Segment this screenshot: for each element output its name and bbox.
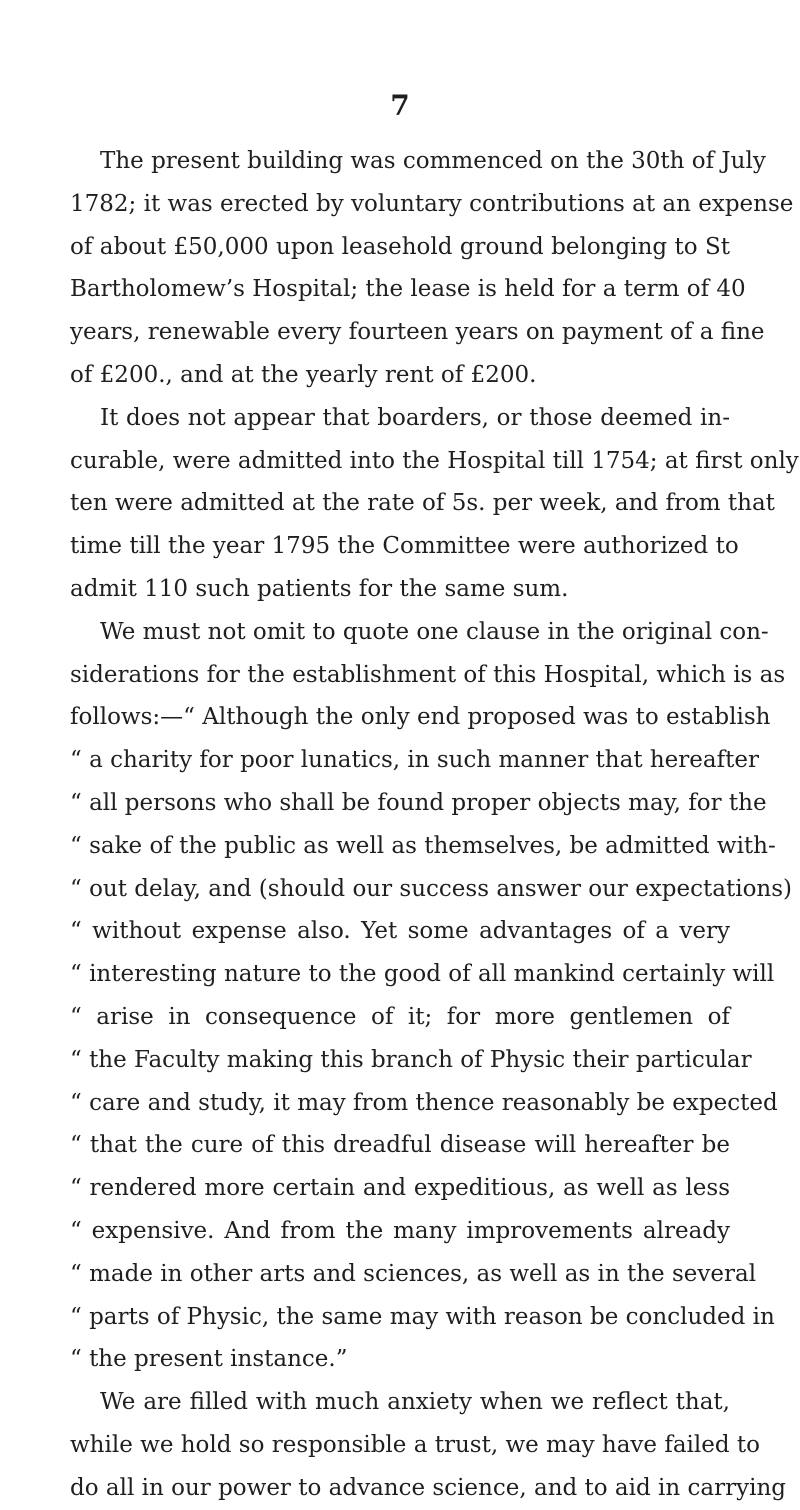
paragraph-1-line-6: of £200., and at the yearly rent of £200. — [70, 361, 537, 388]
quote-line-13: “ made in other arts and sciences, as well as in the several — [70, 1260, 757, 1287]
quote-line-6: “ interesting nature to the good of all mankind certainly will — [70, 961, 775, 988]
quote-line-3: “ sake of the public as well as themselves, be admitted with- — [70, 832, 776, 859]
quote-line-12: “ expensive. And from the many improvements already — [70, 1217, 730, 1244]
quote-line-9: “ care and study, it may from thence reasonably be expected — [70, 1089, 778, 1116]
quote-line-15: “ the present instance.” — [70, 1346, 348, 1373]
paragraph-2-line-1: It does not appear that boarders, or those deemed in- — [100, 404, 730, 431]
paragraph-4-line-1: We are filled with much anxiety when we reflect that, — [100, 1389, 730, 1416]
page-number: 7 — [390, 89, 410, 122]
paragraph-3-line-2: siderations for the establishment of this Hospital, which is as — [70, 661, 786, 688]
paragraph-1-line-2: 1782; it was erected by voluntary contributions at an expense — [70, 190, 794, 217]
quote-line-14: “ parts of Physic, the same may with reason be concluded in — [70, 1303, 775, 1330]
quote-line-2: “ all persons who shall be found proper objects may, for the — [70, 789, 767, 816]
quote-line-5: “ without expense also. Yet some advantages of a very — [70, 918, 730, 945]
paragraph-1-line-4: Bartholomew’s Hospital; the lease is held for a term of 40 — [70, 276, 746, 303]
paragraph-1-line-1: The present building was commenced on the 30th of July — [100, 148, 766, 174]
quote-line-4: “ out delay, and (should our success answer our expectations) — [70, 875, 793, 902]
quote-line-7: “ arise in consequence of it; for more gentlemen of — [70, 1003, 730, 1030]
paragraph-3-line-3: follows:—“ Although the only end proposed was to establish — [70, 704, 771, 731]
paragraph-2-line-3: ten were admitted at the rate of 5s. per week, and from that — [70, 490, 775, 517]
paragraph-4-line-2: while we hold so responsible a trust, we may have failed to — [70, 1431, 760, 1458]
body-text — [70, 140, 799, 1510]
paragraph-4-line-3: do all in our power to advance science, and to aid in carrying — [70, 1474, 786, 1501]
quote-line-8: “ the Faculty making this branch of Physic their particular — [70, 1046, 752, 1073]
quote-line-10: “ that the cure of this dreadful disease will hereafter be — [70, 1132, 730, 1159]
paragraph-1-line-5: years, renewable every fourteen years on payment of a fine — [70, 319, 765, 346]
paragraph-2-line-2: curable, were admitted into the Hospital till 1754; at first only — [70, 447, 799, 474]
paragraph-1-line-3: of about £50,000 upon leasehold ground belonging to St — [70, 233, 730, 260]
paragraph-2-line-4: time till the year 1795 the Committee were authorized to — [70, 533, 739, 560]
paragraph-2-line-5: admit 110 such patients for the same sum. — [70, 575, 569, 602]
quote-line-1: “ a charity for poor lunatics, in such manner that hereafter — [70, 747, 759, 774]
paragraph-3-line-1: We must not omit to quote one clause in the original con- — [100, 618, 769, 645]
quote-line-11: “ rendered more certain and expeditious, as well as less — [70, 1175, 730, 1202]
